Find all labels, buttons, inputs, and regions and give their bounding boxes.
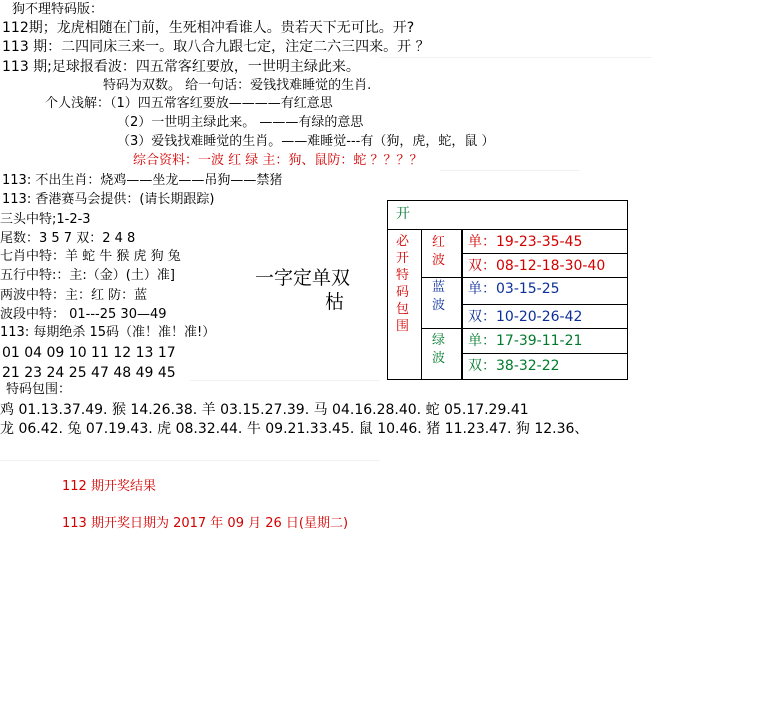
tema-label: 特码包围：: [6, 382, 72, 397]
green-wave-label: [432, 332, 445, 368]
side-label-char: 围: [396, 319, 410, 334]
line-113-football: 113 期;足球报看波：四五常客红要放，一世明主绿此来。: [2, 59, 360, 75]
faint-divider: [440, 170, 580, 171]
blue-wave-char: 蓝: [432, 280, 446, 295]
table-divider: [462, 230, 463, 379]
interpretation-2: （2）一世明主绿此来。 ———有绿的意思: [117, 115, 364, 130]
summary-line: 综合资料：一波 红 绿 主：狗、鼠防：蛇 ？？？？: [133, 153, 423, 168]
hk-jockey-line: 113: 香港赛马会提供：(请长期跟踪): [2, 192, 215, 207]
table-divider: [462, 353, 627, 354]
open-label: 开: [396, 206, 410, 222]
boduan-line: 波段中特： 01---25 30—49: [0, 307, 167, 322]
weishu-line: 尾数：3 5 7 双：2 4 8: [0, 231, 136, 246]
side-label-char: 包: [396, 302, 410, 317]
hint-line: 特码为双数。 给一句话：爱钱找难睡觉的生肖.: [103, 78, 372, 93]
kill-numbers-row-2: 21 23 24 25 47 48 49 45: [2, 365, 176, 381]
faint-divider: [380, 57, 652, 58]
green-wave-char: 绿: [432, 333, 446, 348]
date-113: 113 期开奖日期为 2017 年 09 月 26 日(星期二): [62, 516, 349, 531]
zodiac-numbers-row-2: 龙 06.42. 兔 07.19.43. 虎 08.32.44. 牛 09.21.33.45. 鼠 10.46. 猪 11.23.47. 狗 12.36、: [0, 421, 589, 437]
special-code-table: [387, 200, 628, 380]
line-113-riddle: 113 期：二四同床三来一。取八合九跟七定，注定二六三四来。开 ？: [2, 39, 430, 55]
big-title: 一字定单双: [255, 267, 351, 289]
result-112: 112 期开奖结果: [62, 479, 156, 494]
table-divider: [462, 253, 627, 254]
faint-divider: [0, 460, 380, 461]
interpretation-1: 个人浅解：（1）四五常客红要放————有红意思: [45, 96, 333, 111]
blue-even-numbers: 双：10-20-26-42: [468, 309, 583, 325]
big-title-second-line: 枯: [325, 291, 345, 313]
no-zodiac-line: 113: 不出生肖：烧鸡——坐龙——吊狗——禁猪: [2, 173, 283, 188]
red-even-numbers: 双：08-12-18-30-40: [468, 258, 606, 274]
side-label-char: 必: [396, 234, 410, 249]
side-label: [388, 230, 422, 379]
interpretation-3: （3）爱钱找难睡觉的生肖。——难睡觉---有（狗，虎，蛇，鼠 ）: [117, 134, 495, 149]
zodiac-numbers-row-1: 鸡 01.13.37.49. 猴 14.26.38. 羊 03.15.27.39. 马 04.16.28.40. 蛇 05.17.29.41: [0, 402, 529, 418]
line-112-riddle: 112期；龙虎相随在门前，生死相冲看谁人。贵若天下无可比。开?: [2, 20, 415, 36]
table-divider: [422, 328, 627, 329]
red-odd-numbers: 单：19-23-35-45: [468, 234, 583, 250]
green-odd-numbers: 单：17-39-11-21: [468, 333, 583, 349]
red-wave-label: [432, 234, 445, 270]
faint-divider: [190, 380, 380, 381]
green-wave-char: 波: [432, 351, 446, 366]
red-wave-char: 波: [432, 253, 446, 268]
red-wave-char: 红: [432, 235, 446, 250]
page-header-title: 狗不理特码版：: [12, 2, 104, 17]
blue-wave-char: 波: [432, 298, 446, 313]
table-divider: [422, 277, 627, 278]
table-divider: [462, 304, 627, 305]
kill-numbers-row-1: 01 04 09 10 11 12 13 17: [2, 345, 176, 361]
blue-odd-numbers: 单：03-15-25: [468, 281, 560, 297]
wuxing-line: 五行中特:：主:（金）(土）准]: [0, 268, 175, 283]
jueshan-line: 113: 每期绝杀 15码（准！准！准!）: [0, 325, 216, 340]
santou-line: 三头中特;1-2-3: [0, 212, 91, 227]
qixiao-line: 七肖中特：羊 蛇 牛 猴 虎 狗 兔: [0, 249, 181, 264]
side-label-char: 开: [396, 251, 410, 266]
green-even-numbers: 双：38-32-22: [468, 358, 560, 374]
side-label-char: 特: [396, 268, 410, 283]
blue-wave-label: [432, 279, 445, 315]
liangbo-line: 两波中特：主：红 防：蓝: [0, 288, 148, 303]
side-label-char: 码: [396, 285, 410, 300]
